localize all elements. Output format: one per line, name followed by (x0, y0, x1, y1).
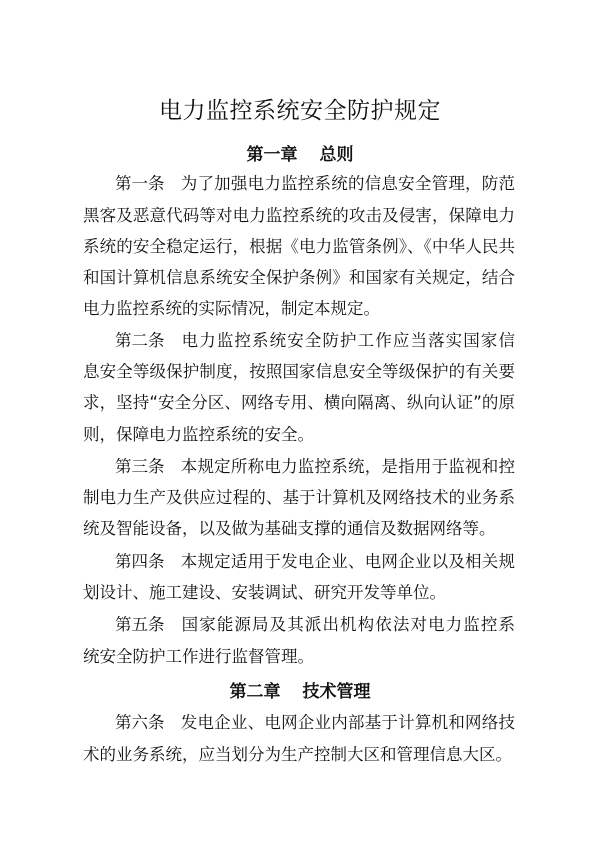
article-1-line-2: 黑客及恶意代码等对电力监控系统的攻击及侵害，保障电力 (83, 206, 515, 225)
article-3-line-1 (115, 455, 515, 479)
article-6-line-1 (115, 711, 515, 735)
article-1-label: 第一条 (115, 174, 165, 193)
article-1-text-1: 为了加强电力监控系统的信息安全管理，防范 (180, 174, 515, 193)
chapter-1-number: 第一章 (246, 145, 298, 165)
article-1-line-5: 电力监控系统的实际情况，制定本规定。 (83, 299, 380, 318)
article-3-label: 第三条 (115, 457, 165, 476)
article-5-label: 第五条 (115, 615, 165, 634)
article-2-line-2: 息安全等级保护制度，按照国家信息安全等级保护的有关要 (83, 362, 515, 381)
chapter-1-heading (0, 143, 600, 167)
document-title: 电力监控系统安全防护规定 (159, 98, 441, 124)
article-4-text-1: 本规定适用于发电企业、电网企业以及相关规 (180, 552, 515, 571)
article-3-text-1: 本规定所称电力监控系统，是指用于监视和控 (180, 457, 515, 476)
chapter-2-number: 第二章 (229, 682, 281, 702)
article-5-line-1 (115, 613, 515, 637)
article-5-line-2: 统安全防护工作进行监督管理。 (83, 647, 314, 666)
article-3-line-3: 统及智能设备，以及做为基础支撑的通信及数据网络等。 (83, 519, 496, 538)
article-5-text-1: 国家能源局及其派出机构依法对电力监控系 (180, 615, 515, 634)
article-2-line-4: 则，保障电力监控系统的安全。 (83, 425, 314, 444)
article-4-label: 第四条 (115, 552, 165, 571)
article-1-line-3: 系统的安全稳定运行，根据《电力监管条例》、《中华人民共 (83, 237, 515, 256)
article-2-label: 第二条 (115, 331, 165, 350)
article-6-label: 第六条 (115, 713, 165, 732)
chapter-2-heading (0, 680, 600, 704)
article-2-text-1: 电力监控系统安全防护工作应当落实国家信 (180, 331, 515, 350)
article-1-line-4: 和国计算机信息系统安全保护条例》和国家有关规定，结合 (83, 268, 515, 287)
article-6-text-1: 发电企业、电网企业内部基于计算机和网络技 (180, 713, 515, 732)
article-4-line-2: 划设计、施工建设、安装调试、研究开发等单位。 (83, 583, 446, 602)
article-1-line-1 (115, 172, 515, 196)
article-6-line-2: 术的业务系统，应当划分为生产控制大区和管理信息大区。 (83, 745, 512, 764)
article-2-line-3: 求，坚持“安全分区、网络专用、横向隔离、纵向认证”的原 (83, 393, 515, 412)
article-3-line-2: 制电力生产及供应过程的、基于计算机及网络技术的业务系 (83, 488, 515, 507)
article-4-line-1 (115, 550, 515, 574)
chapter-2-name: 技术管理 (302, 682, 371, 702)
article-2-line-1 (115, 329, 515, 353)
chapter-1-name: 总则 (319, 145, 354, 165)
